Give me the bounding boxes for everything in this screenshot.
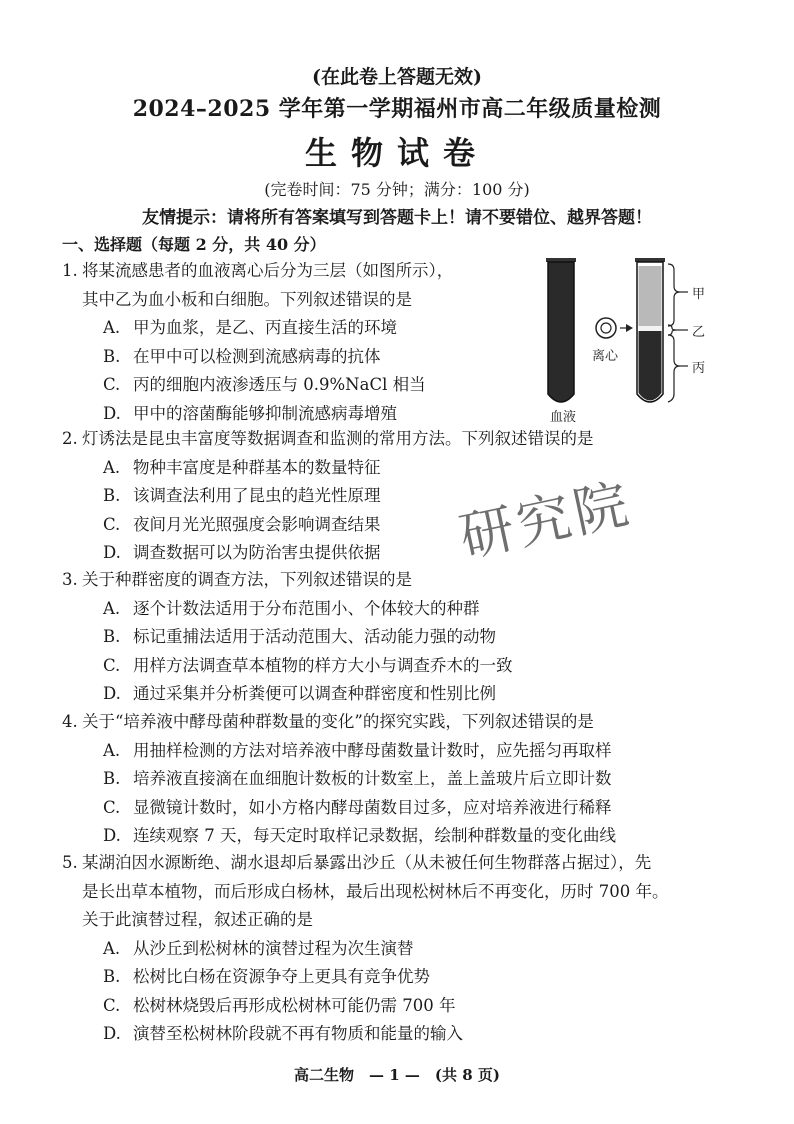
option-a[interactable]: A. 逐个计数法适用于分布范围小、个体较大的种群 [103, 598, 480, 618]
option-b[interactable]: B. 标记重捕法适用于活动范围大、活动能力强的动物 [103, 627, 496, 646]
answer-invalid-notice: (在此卷上答题无效) [312, 66, 482, 88]
option-d[interactable]: D. 连续观察 7 天，每天定时取样记录数据，绘制种群数量的变化曲线 [103, 826, 616, 845]
centrifuge-icon [596, 318, 616, 338]
centrifuge-diagram [540, 250, 740, 430]
question-stem: 2. 灯诱法是昆虫丰富度等数据调查和监测的常用方法。下列叙述错误的是 [62, 429, 594, 448]
option-a[interactable]: A. 物种丰富度是种群基本的数量特征 [103, 457, 381, 477]
brace-top [668, 264, 680, 326]
question-3 [62, 566, 513, 709]
centrifuge-figure [540, 250, 740, 430]
brace-bottom [668, 335, 680, 402]
question-stem: 4. 关于“培养液中酵母菌种群数量的变化”的探究实践，下列叙述错误的是 [62, 712, 594, 731]
question-stem: 1. 将某流感患者的血液离心后分为三层（如图所示）， [62, 261, 454, 280]
layer-red-cells [639, 331, 662, 401]
question-stem: 5. 某湖泊因水源断绝、湖水退却后暴露出沙丘（从未被任何生物群落占据过），先 [62, 853, 652, 872]
exam-time-info: (完卷时间：75 分钟；满分：100 分) [264, 180, 530, 199]
option-d[interactable]: D. 甲中的溶菌酶能够抑制流感病毒增殖 [103, 403, 397, 423]
page-footer: 高二生物 — 1 — (共 8 页) [294, 1066, 500, 1084]
watermark-stamp: 研究院 [454, 471, 638, 570]
friendly-tip: 友情提示：请将所有答案填写到答题卡上！请不要错位、越界答题！ [142, 208, 652, 228]
option-c[interactable]: C. 显微镜计数时，如小方格内酵母菌数目过多，应对培养液进行稀释 [103, 797, 612, 817]
question-stem: 3. 关于种群密度的调查方法，下列叙述错误的是 [62, 570, 412, 589]
option-a[interactable]: A. 用抽样检测的方法对培养液中酵母菌数量计数时，应先摇匀再取样 [103, 740, 612, 760]
question-stem-continued: 是长出草本植物，而后形成白杨林，最后出现松树林后不再变化，历时 700 年。 [82, 881, 669, 901]
label-blood: 血液 [550, 410, 577, 425]
label-layer-top: 甲 [692, 287, 706, 302]
section-title: 一、选择题（每题 2 分，共 40 分） [62, 235, 326, 254]
option-c[interactable]: C. 夜间月光光照强度会影响调查结果 [103, 514, 381, 534]
layer-buffy-coat [639, 326, 662, 331]
label-centrifuge: 离心 [592, 349, 619, 364]
question-stem-continued-2: 关于此演替过程，叙述正确的是 [82, 910, 313, 929]
label-layer-bottom: 丙 [692, 361, 706, 376]
question-1 [62, 257, 453, 428]
label-layer-mid: 乙 [692, 325, 706, 340]
subject-title: 生物试卷 [304, 134, 489, 172]
option-c[interactable]: C. 丙的细胞内液渗透压与 0.9%NaCl 相当 [103, 375, 426, 394]
option-d[interactable]: D. 调查数据可以为防治害虫提供依据 [103, 543, 381, 562]
layer-plasma [639, 266, 662, 326]
option-c[interactable]: C. 用样方法调查草本植物的样方大小与调查乔木的一致 [103, 655, 513, 675]
option-b[interactable]: B. 松树比白杨在资源争夺上更具有竞争优势 [103, 967, 430, 986]
option-a[interactable]: A. 甲为血浆，是乙、丙直接生活的环境 [103, 318, 397, 337]
option-d[interactable]: D. 演替至松树林阶段就不再有物质和能量的输入 [103, 1024, 463, 1043]
option-c[interactable]: C. 松树林烧毁后再形成松树林可能仍需 700 年 [103, 995, 456, 1015]
option-d[interactable]: D. 通过采集并分析粪便可以调查种群密度和性别比例 [103, 684, 496, 703]
option-a[interactable]: A. 从沙丘到松树林的演替过程为次生演替 [103, 938, 414, 958]
question-4 [62, 708, 616, 851]
option-b[interactable]: B. 在甲中可以检测到流感病毒的抗体 [103, 346, 381, 366]
exam-title: 2024–2025 学年第一学期福州市高二年级质量检测 [132, 96, 662, 122]
arrow-right-icon [626, 324, 633, 332]
option-b[interactable]: B. 培养液直接滴在血细胞计数板的计数室上，盖上盖玻片后立即计数 [103, 769, 612, 788]
question-5 [62, 849, 668, 1049]
blood-tube [548, 262, 574, 402]
option-b[interactable]: B. 该调查法利用了昆虫的趋光性原理 [103, 486, 381, 505]
question-stem-continued: 其中乙为血小板和白细胞。下列叙述错误的是 [82, 289, 412, 309]
